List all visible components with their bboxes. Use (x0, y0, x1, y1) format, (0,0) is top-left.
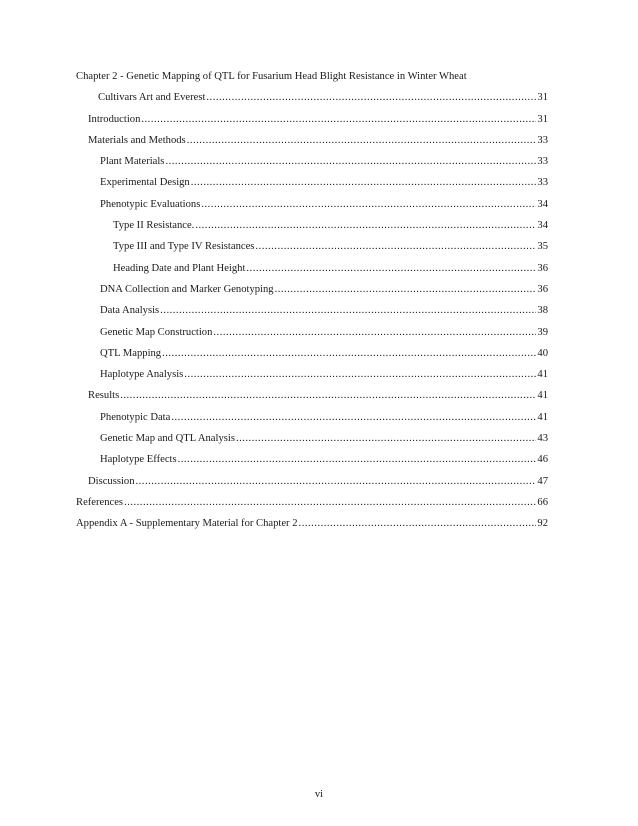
toc-entry-haplotype-analysis[interactable] (76, 364, 548, 385)
dot-leader (191, 172, 537, 193)
toc-entry-chapter-2[interactable] (76, 87, 548, 108)
toc-entry-page: 33 (537, 177, 548, 189)
toc-entry-label: Genetic Map Construction (100, 326, 213, 338)
toc-entry-page: 36 (537, 283, 548, 295)
dot-leader (162, 343, 536, 364)
toc-entry-page: 41 (537, 390, 548, 402)
dot-leader (136, 471, 537, 492)
toc-entry-page: 43 (537, 433, 548, 445)
toc-entry-discussion[interactable] (76, 471, 548, 492)
dot-leader (160, 300, 536, 321)
page-number: vi (314, 789, 324, 800)
toc-entry-page: 31 (537, 92, 548, 104)
dot-leader (255, 236, 536, 257)
toc-entry-label: Plant Materials (100, 156, 165, 168)
dot-leader (195, 215, 536, 236)
toc-entry-type-iii-iv-resistances[interactable] (76, 236, 548, 257)
toc-entry-heading-date-plant-height[interactable] (76, 258, 548, 279)
toc-entry-label: Type III and Type IV Resistances (113, 241, 255, 253)
toc-entry-label: Haplotype Analysis (100, 369, 184, 381)
toc-entry-label: Materials and Methods (88, 134, 186, 146)
toc-entry-label: Phenotypic Evaluations (100, 198, 201, 210)
toc-entry-qtl-mapping[interactable] (76, 343, 548, 364)
toc-entry-label: Heading Date and Plant Height (113, 262, 246, 274)
toc-entry-page: 35 (537, 241, 548, 253)
dot-leader (141, 109, 536, 130)
dot-leader (178, 449, 537, 470)
toc-entry-dna-collection[interactable] (76, 279, 548, 300)
dot-leader (246, 258, 536, 279)
dot-leader (187, 130, 537, 151)
toc-entry-label: Phenotypic Data (100, 411, 171, 423)
toc-entry-label: DNA Collection and Marker Genotyping (100, 283, 274, 295)
toc-chapter-heading: Chapter 2 - Genetic Mapping of QTL for Fusarium Head Blight Resistance in Winter Wheat (76, 71, 467, 82)
toc-entry-page: 34 (537, 198, 548, 210)
dot-leader (275, 279, 537, 300)
toc-entry-page: 40 (537, 347, 548, 359)
toc-entry-page: 33 (537, 156, 548, 168)
toc-entry-genetic-map-qtl-analysis[interactable] (76, 428, 548, 449)
toc-entry-phenotypic-evaluations[interactable] (76, 194, 548, 215)
toc-entry-label: Genetic Map and QTL Analysis (100, 433, 235, 445)
dot-leader (171, 407, 536, 428)
toc-entry-page: 66 (537, 496, 548, 508)
toc-entry-label: Discussion (88, 475, 135, 487)
dot-leader (299, 513, 537, 534)
toc-entry-label: Experimental Design (100, 177, 190, 189)
toc-entry-label: Introduction (88, 113, 141, 125)
toc-entry-label: Type II Resistance. (113, 220, 195, 232)
dot-leader (184, 364, 536, 385)
toc-entry-page: 41 (537, 369, 548, 381)
toc-entry-label: Haplotype Effects (100, 454, 177, 466)
dot-leader (236, 428, 536, 449)
toc-entry-references[interactable] (76, 492, 548, 513)
toc-entry-phenotypic-data[interactable] (76, 407, 548, 428)
dot-leader (124, 492, 536, 513)
dot-leader (120, 385, 536, 406)
toc-entry-materials-and-methods[interactable] (76, 130, 548, 151)
toc-entry-page: 36 (537, 262, 548, 274)
toc-entry-appendix-a[interactable] (76, 513, 548, 534)
toc-entry-plant-materials[interactable] (76, 151, 548, 172)
toc-entry-data-analysis[interactable] (76, 300, 548, 321)
toc-entry-label: Appendix A - Supplementary Material for Chapter 2 (76, 518, 298, 530)
toc-entry-introduction[interactable] (76, 109, 548, 130)
toc-entry-results[interactable] (76, 385, 548, 406)
dot-leader (165, 151, 536, 172)
toc-entry-page: 47 (537, 475, 548, 487)
toc-entry-page: 38 (537, 305, 548, 317)
dot-leader (201, 194, 536, 215)
toc-entry-page: 41 (537, 411, 548, 423)
toc-entry-label: QTL Mapping (100, 347, 162, 359)
toc-entry-label: Results (88, 390, 120, 402)
toc-entry-page: 92 (537, 518, 548, 530)
toc-entry-type-ii-resistance[interactable] (76, 215, 548, 236)
toc-entry-page: 34 (537, 220, 548, 232)
toc-entry-haplotype-effects[interactable] (76, 449, 548, 470)
toc-entry-page: 46 (537, 454, 548, 466)
toc-entry-label: Cultivars Art and Everest (98, 92, 206, 104)
table-of-contents (76, 66, 548, 535)
toc-entry-label: References (76, 496, 124, 508)
dot-leader (206, 87, 536, 108)
toc-entry-label: Data Analysis (100, 305, 160, 317)
dot-leader (213, 322, 536, 343)
toc-entry-page: 33 (537, 134, 548, 146)
toc-entry-page: 39 (537, 326, 548, 338)
toc-entry-page: 31 (537, 113, 548, 125)
toc-entry-genetic-map-construction[interactable] (76, 322, 548, 343)
toc-entry-experimental-design[interactable] (76, 172, 548, 193)
